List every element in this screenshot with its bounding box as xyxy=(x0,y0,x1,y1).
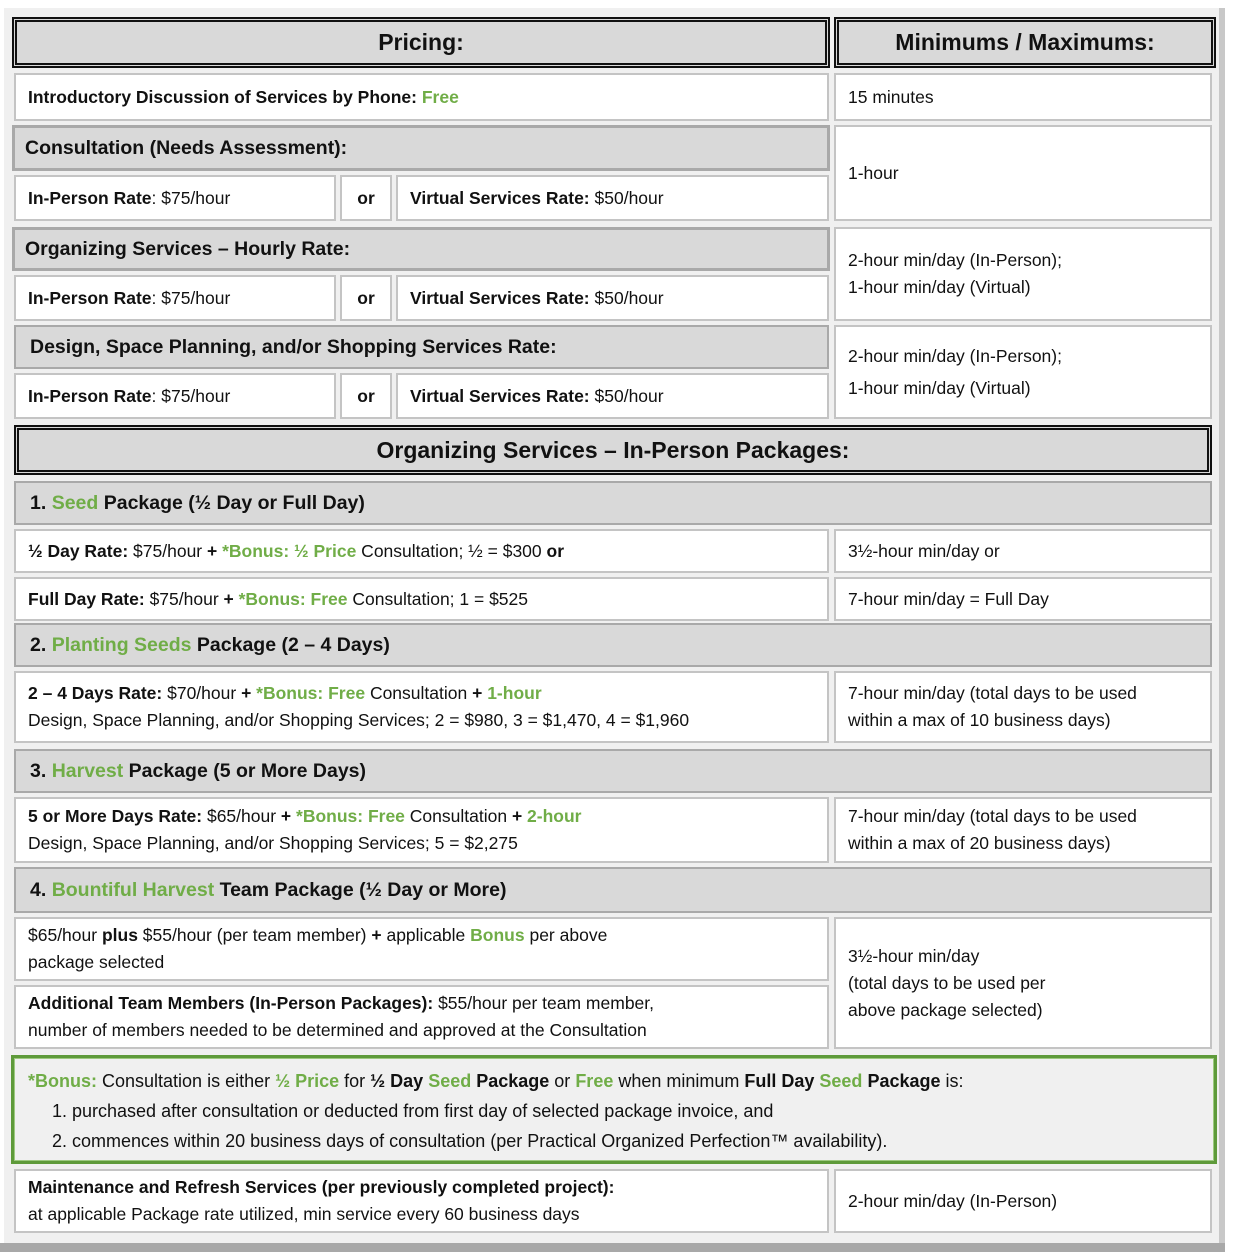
bountiful-min xyxy=(834,917,1212,1049)
min-line: 3½-hour min/day xyxy=(848,945,980,966)
rate: $75/hour xyxy=(144,588,224,609)
plus: + xyxy=(371,925,382,945)
min-line: 7-hour min/day = Full Day xyxy=(848,588,1049,609)
package: Package xyxy=(471,1071,550,1091)
design-virtual xyxy=(396,373,829,419)
package-title-rest: Team Package (½ Day or More) xyxy=(214,878,507,901)
bonus: *Bonus: ½ Price xyxy=(217,540,357,561)
min-line: 2-hour min/day (In-Person); xyxy=(848,250,1062,270)
minmax-title: Minimums / Maximums: xyxy=(895,29,1155,55)
consultation-min-text: 1-hour xyxy=(848,162,899,183)
design-in-person xyxy=(14,373,336,419)
in-person-rate: : $75/hour xyxy=(151,187,231,208)
virtual-label: Virtual Services Rate: xyxy=(410,287,590,308)
half-price: ½ Price xyxy=(275,1071,340,1091)
or-cell xyxy=(340,275,392,321)
min-line: within a max of 20 business days) xyxy=(848,833,1111,853)
package-name: Harvest xyxy=(51,759,124,782)
seed-header xyxy=(14,481,1212,525)
rate: $65/hour xyxy=(202,806,281,826)
rate-text: Consultation xyxy=(365,683,473,703)
maintenance-min xyxy=(834,1169,1212,1233)
bountiful-rate xyxy=(14,917,829,981)
bonus-list-item: 1. purchased after consultation or deducted from first day of selected package invoice, and xyxy=(52,1101,774,1121)
seed-half-day xyxy=(14,529,829,573)
package-name: Seed xyxy=(51,491,99,514)
rate: $65/hour xyxy=(28,925,102,945)
rate-label: 2 – 4 Days Rate: xyxy=(28,683,163,703)
bonus-label: *Bonus: xyxy=(28,1071,97,1091)
seed-full-day xyxy=(14,577,829,621)
min-line: 1-hour min/day (Virtual) xyxy=(848,378,1031,398)
min-line: above package selected) xyxy=(848,999,1043,1020)
plus: + xyxy=(472,683,483,703)
min-line: 2-hour min/day (In-Person); xyxy=(848,346,1062,366)
plus: + xyxy=(511,806,523,826)
planting-header xyxy=(14,623,1212,667)
design-header xyxy=(14,325,829,369)
or-text: or xyxy=(357,287,375,308)
package: Package xyxy=(862,1071,941,1091)
rate-line2: Design, Space Planning, and/or Shopping Services; 5 = $2,275 xyxy=(28,833,518,853)
maintenance-cell xyxy=(14,1169,829,1233)
organizing-virtual xyxy=(396,275,829,321)
in-person-label: In-Person Rate xyxy=(28,287,152,308)
rate: $55/hour (per team member) xyxy=(137,925,372,945)
planting-rate xyxy=(14,671,829,743)
organizing-title: Organizing Services – Hourly Rate: xyxy=(25,237,351,260)
full-day: Full Day xyxy=(744,1071,815,1091)
in-person-label: In-Person Rate xyxy=(28,187,152,208)
virtual-rate: $50/hour xyxy=(589,287,664,308)
free: Free xyxy=(575,1071,614,1091)
seed-full-min xyxy=(834,577,1212,621)
rate-text: applicable xyxy=(381,925,471,945)
plus: + xyxy=(241,683,252,703)
pricing-header xyxy=(12,17,830,68)
design-title: Design, Space Planning, and/or Shopping Services Rate: xyxy=(30,335,557,358)
rate-label: ½ Day Rate: xyxy=(28,540,129,561)
rate-label: 5 or More Days Rate: xyxy=(28,806,203,826)
bonus: *Bonus: Free xyxy=(233,588,348,609)
maintenance-label: Maintenance and Refresh Services (per previously completed project): xyxy=(28,1177,615,1197)
package-name: Planting Seeds xyxy=(51,633,192,656)
or-text: or xyxy=(546,540,565,561)
organizing-header xyxy=(12,227,830,271)
package-title-rest: Package (½ Day or Full Day) xyxy=(98,491,365,514)
text: is: xyxy=(940,1071,964,1091)
rate-label: Full Day Rate: xyxy=(28,588,145,609)
min-line: within a max of 10 business days) xyxy=(848,710,1111,730)
consultation-in-person xyxy=(14,175,336,221)
pricing-title: Pricing: xyxy=(378,29,464,55)
package-name: Bountiful Harvest xyxy=(51,878,215,901)
seed: Seed xyxy=(423,1071,472,1091)
rate-label: Additional Team Members (In-Person Packages): xyxy=(28,993,434,1013)
rate-text: Consultation xyxy=(404,806,512,826)
packages-title: Organizing Services – In-Person Packages: xyxy=(376,436,850,463)
in-person-label: In-Person Rate xyxy=(28,385,152,406)
in-person-rate: : $75/hour xyxy=(151,287,231,308)
in-person-rate: : $75/hour xyxy=(151,385,231,406)
harvest-min xyxy=(834,797,1212,863)
min-line: 1-hour min/day (Virtual) xyxy=(848,277,1031,297)
or-text: or xyxy=(357,187,375,208)
package-title-rest: Package (2 – 4 Days) xyxy=(191,633,390,656)
seed: Seed xyxy=(814,1071,863,1091)
virtual-rate: $50/hour xyxy=(589,187,664,208)
or-cell xyxy=(340,175,392,221)
or-text: or xyxy=(357,385,375,406)
package-number: 1. xyxy=(30,491,52,514)
consultation-header xyxy=(12,125,830,171)
bonus-line xyxy=(28,1066,1200,1096)
intro-cell xyxy=(14,73,829,121)
text: Consultation is either xyxy=(97,1071,276,1091)
page-shadow-bottom xyxy=(0,1243,1225,1252)
package-number: 2. xyxy=(30,633,52,656)
min-line: 7-hour min/day (total days to be used xyxy=(848,806,1137,826)
plus-word: plus xyxy=(101,925,138,945)
organizing-min xyxy=(834,227,1212,321)
text: when minimum xyxy=(613,1071,745,1091)
consultation-min xyxy=(834,125,1212,221)
package-number: 4. xyxy=(30,878,52,901)
bonus-note xyxy=(11,1055,1217,1164)
min-line: 2-hour min/day (In-Person) xyxy=(848,1190,1058,1211)
plus: + xyxy=(207,540,218,561)
virtual-rate: $50/hour xyxy=(589,385,664,406)
rate-text: Consultation; ½ = $300 xyxy=(356,540,547,561)
rate: $75/hour xyxy=(128,540,207,561)
half-day: ½ Day xyxy=(370,1071,424,1091)
consultation-virtual xyxy=(396,175,829,221)
package-title-rest: Package (5 or More Days) xyxy=(123,759,367,782)
harvest-header xyxy=(14,749,1212,793)
virtual-label: Virtual Services Rate: xyxy=(410,385,590,406)
rate-text: $55/hour per team member, xyxy=(433,993,655,1013)
seed-half-min xyxy=(834,529,1212,573)
intro-label: Introductory Discussion of Services by Phone: xyxy=(28,86,417,107)
rate: $70/hour xyxy=(162,683,242,703)
text: for xyxy=(339,1071,371,1091)
bonus: *Bonus: Free xyxy=(291,806,405,826)
additional-team-members xyxy=(14,985,829,1049)
organizing-in-person xyxy=(14,275,336,321)
intro-min xyxy=(834,73,1212,121)
rate-text: per above xyxy=(524,925,608,945)
extra-hours: 1-hour xyxy=(482,683,542,703)
bonus: *Bonus: Free xyxy=(251,683,366,703)
consultation-title: Consultation (Needs Assessment): xyxy=(25,136,348,159)
text: or xyxy=(549,1071,576,1091)
bonus-list-item: 2. commences within 20 business days of consultation (per Practical Organized Perfection™ availability). xyxy=(52,1131,888,1151)
planting-min xyxy=(834,671,1212,743)
rate-line2: number of members needed to be determined and approved at the Consultation xyxy=(28,1020,647,1040)
intro-free: Free xyxy=(421,86,459,107)
virtual-label: Virtual Services Rate: xyxy=(410,187,590,208)
package-number: 3. xyxy=(30,759,52,782)
harvest-rate xyxy=(14,797,829,863)
min-line: 3½-hour min/day or xyxy=(848,540,1000,561)
bountiful-header xyxy=(14,867,1212,913)
rate-line2: package selected xyxy=(28,952,165,972)
page-shadow-right xyxy=(1219,8,1225,1252)
intro-min-text: 15 minutes xyxy=(848,86,934,107)
extra-hours: 2-hour xyxy=(522,806,582,826)
maintenance-text: at applicable Package rate utilized, min service every 60 business days xyxy=(28,1204,580,1224)
rate-line2: Design, Space Planning, and/or Shopping Services; 2 = $980, 3 = $1,470, 4 = $1,960 xyxy=(28,710,690,730)
minmax-header xyxy=(834,17,1216,68)
rate-text: Consultation; 1 = $525 xyxy=(347,588,529,609)
plus: + xyxy=(280,806,292,826)
min-line: 7-hour min/day (total days to be used xyxy=(848,683,1137,703)
design-min xyxy=(834,325,1212,419)
or-cell xyxy=(340,373,392,419)
bonus: Bonus xyxy=(470,925,525,945)
min-line: (total days to be used per xyxy=(848,972,1046,993)
plus: + xyxy=(223,588,234,609)
packages-header xyxy=(14,425,1212,475)
